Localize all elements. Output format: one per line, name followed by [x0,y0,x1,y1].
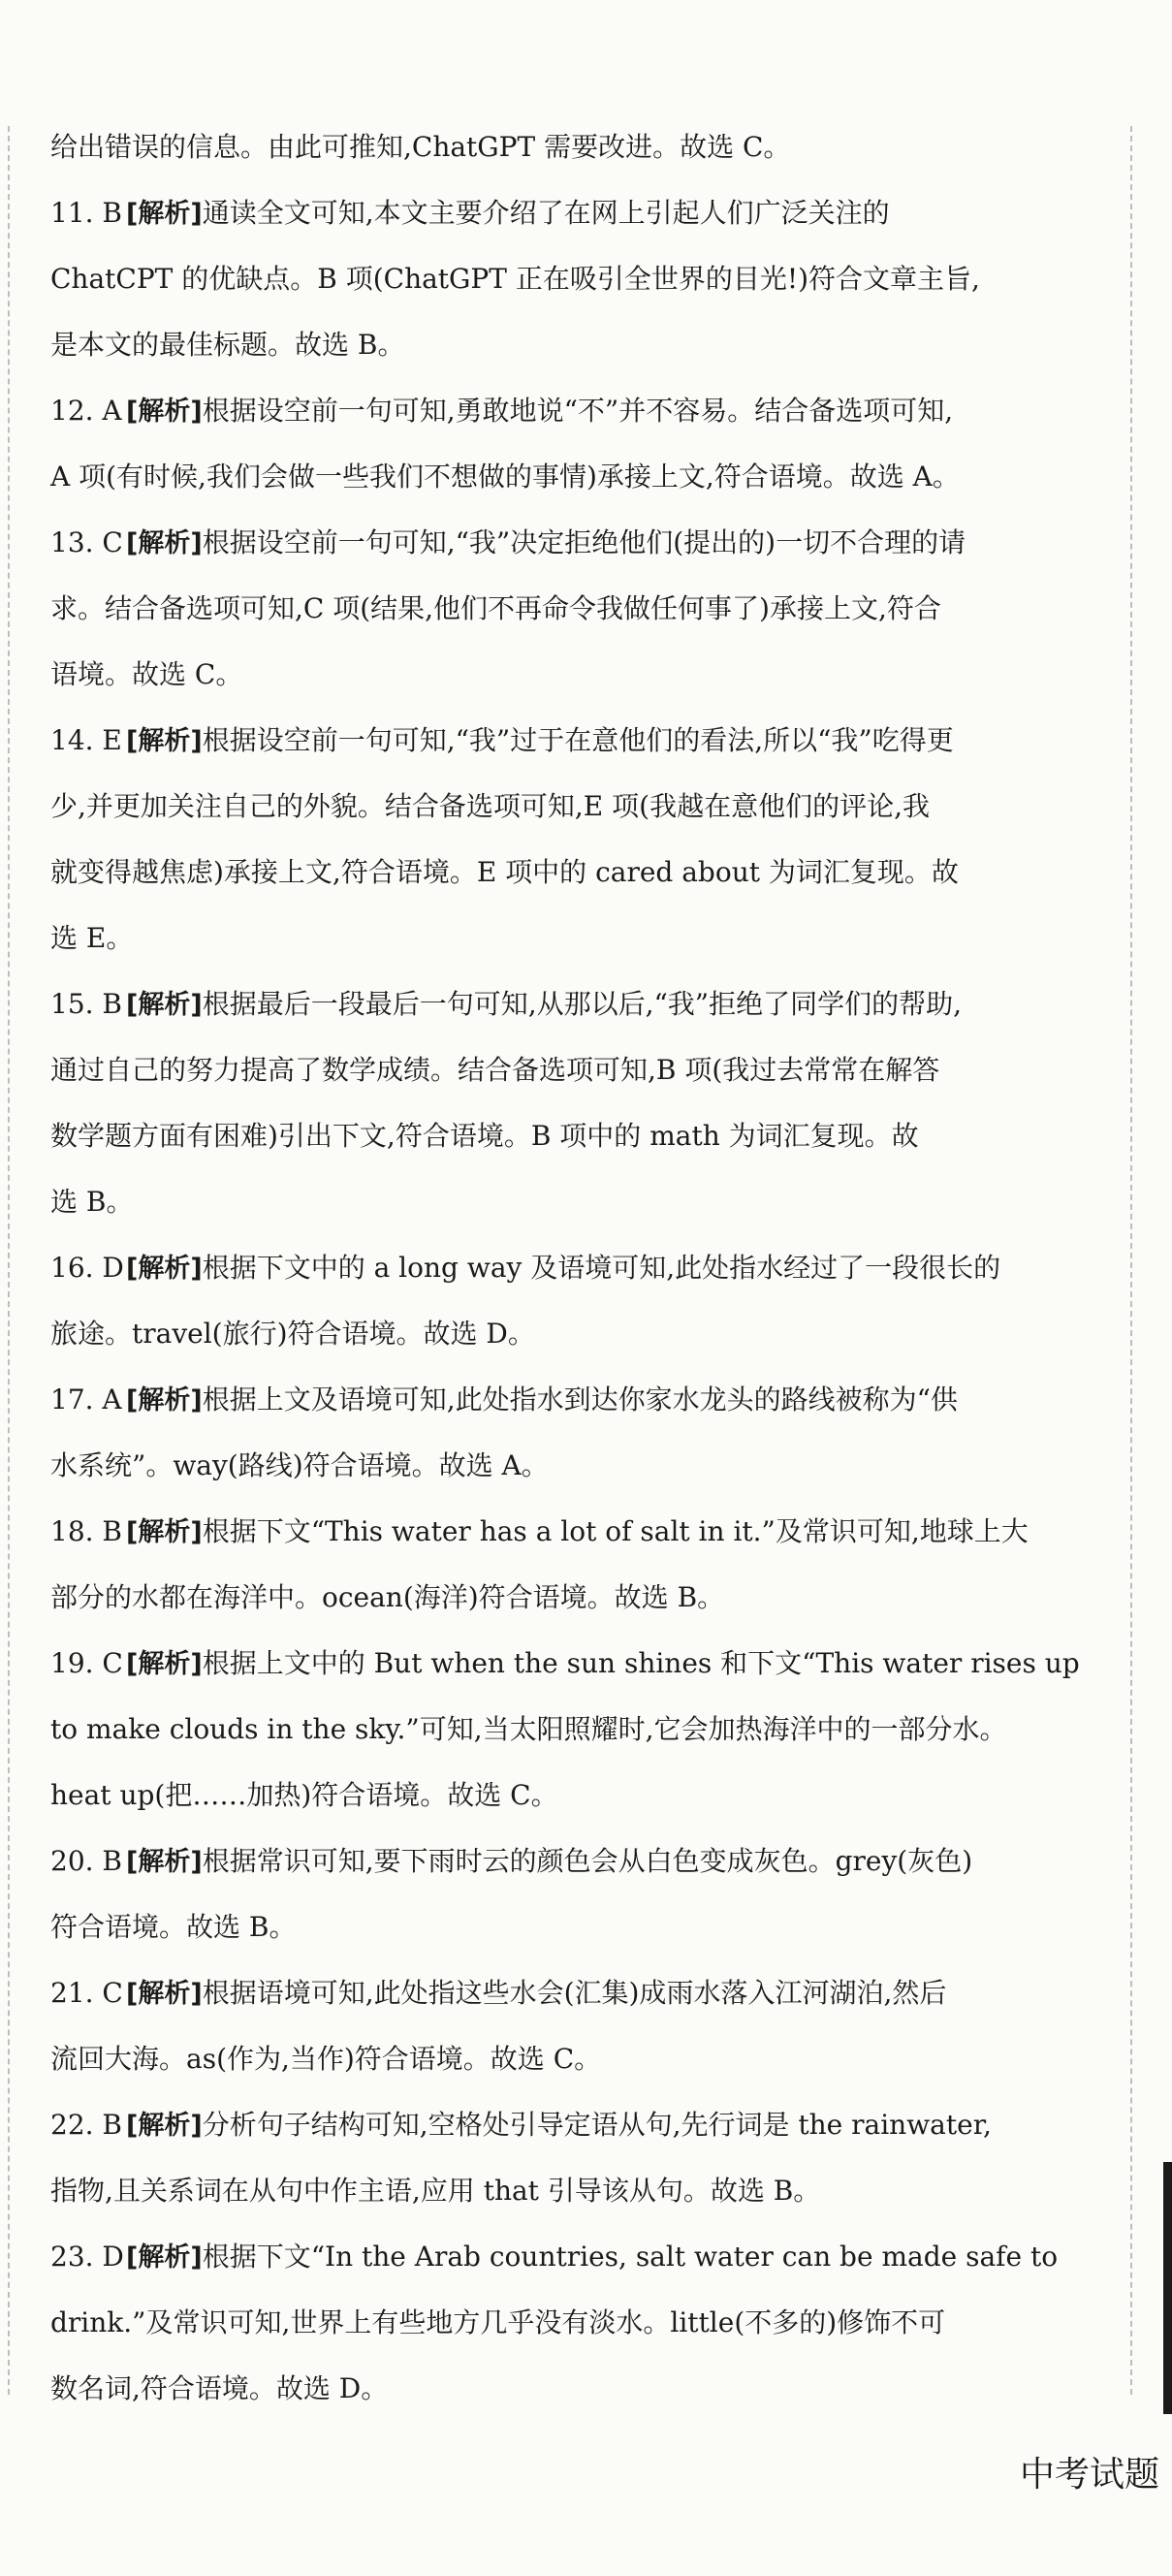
question-number: 13. C [50,526,123,558]
answer-item-first-line [50,708,1097,774]
left-margin-guide [8,126,10,2395]
explanation-text: 根据下文“In the Arab countries, salt water can be made safe to [202,2241,1059,2273]
question-number: 16. D [50,1252,124,1284]
answer-item-continuation [50,1894,1097,1960]
explanation-text: 就变得越焦虑)承接上文,符合语境。E 项中的 cared about 为词汇复现。故 [50,856,959,888]
explanation-text: 求。结合备选项可知,C 项(结果,他们不再命令我做任何事了)承接上文,符合 [50,592,941,624]
explanation-text: 少,并更加关注自己的外貌。结合备选项可知,E 项(我越在意他们的评论,我 [50,790,930,822]
explanation-text: 根据设空前一句可知,“我”过于在意他们的看法,所以“我”吃得更 [202,724,954,756]
explanation-text: 选 B。 [50,1186,134,1218]
answer-item-continuation [50,774,1097,840]
answer-explanations [50,114,1097,2422]
explanation-text: 根据上文及语境可知,此处指水到达你家水龙头的路线被称为“供 [202,1383,958,1415]
explanation-text: 根据最后一段最后一句可知,从那以后,“我”拒绝了同学们的帮助, [202,988,963,1020]
analysis-tag: [解析] [126,1254,203,1284]
question-number: 11. B [50,197,123,229]
answer-item-first-line [50,1960,1097,2026]
analysis-tag: [解析] [126,199,203,229]
question-number: 18. B [50,1515,123,1547]
answer-item-continuation [50,576,1097,642]
answer-item-continuation [50,2158,1097,2224]
explanation-text: drink.”及常识可知,世界上有些地方几乎没有淡水。little(不多的)修饰不可 [50,2306,946,2338]
explanation-text: to make clouds in the sky.”可知,当太阳照耀时,它会加热海洋中的一部分水。 [50,1713,1007,1745]
analysis-tag: [解析] [126,1649,203,1679]
answer-item-first-line [50,378,1097,444]
analysis-tag: [解析] [126,1517,203,1547]
explanation-text: 给出错误的信息。由此可推知,ChatGPT 需要改进。故选 C。 [50,131,791,163]
answer-item-continuation [50,2026,1097,2092]
analysis-tag: [解析] [126,2111,203,2141]
answer-item-continuation [50,1103,1097,1169]
explanation-text: 选 E。 [50,922,134,954]
answer-item-first-line [50,1631,1097,1697]
answer-item-first-line [50,1499,1097,1565]
answer-item-continuation [50,1301,1097,1367]
explanation-text: 根据下文“This water has a lot of salt in it.”及常识可知,地球上大 [202,1515,1029,1547]
analysis-tag: [解析] [126,2242,203,2273]
analysis-tag: [解析] [126,528,203,558]
explanation-text: 通过自己的努力提高了数学成绩。结合备选项可知,B 项(我过去常常在解答 [50,1054,940,1086]
explanation-text: heat up(把……加热)符合语境。故选 C。 [50,1779,558,1811]
analysis-tag: [解析] [126,726,203,756]
answer-item-continuation [50,114,1097,180]
explanation-text: 数名词,符合语境。故选 D。 [50,2372,389,2404]
answer-item-first-line [50,2224,1097,2290]
page-edge-mark [1163,2162,1172,2414]
right-margin-guide [1130,126,1132,2395]
question-number: 15. B [50,988,123,1020]
explanation-text: 根据下文中的 a long way 及语境可知,此处指水经过了一段很长的 [202,1252,1001,1284]
analysis-tag: [解析] [126,1847,203,1877]
answer-item-continuation [50,1697,1097,1763]
question-number: 17. A [50,1383,122,1415]
answer-item-continuation [50,246,1097,312]
explanation-text: 水系统”。way(路线)符合语境。故选 A。 [50,1449,549,1481]
explanation-text: 旅途。travel(旅行)符合语境。故选 D。 [50,1318,535,1350]
answer-item-first-line [50,1235,1097,1301]
explanation-text: A 项(有时候,我们会做一些我们不想做的事情)承接上文,符合语境。故选 A。 [50,461,960,493]
answer-item-continuation [50,2356,1097,2422]
answer-item-continuation [50,1565,1097,1631]
answer-item-continuation [50,906,1097,971]
answer-item-first-line [50,1367,1097,1433]
explanation-text: 流回大海。as(作为,当作)符合语境。故选 C。 [50,2043,602,2075]
explanation-text: 分析句子结构可知,空格处引导定语从句,先行词是 the rainwater, [202,2109,992,2141]
analysis-tag: [解析] [126,990,203,1020]
analysis-tag: [解析] [126,1385,203,1415]
answer-item-continuation [50,1169,1097,1235]
explanation-text: 符合语境。故选 B。 [50,1911,297,1943]
answer-item-continuation [50,642,1097,708]
answer-item-first-line [50,971,1097,1037]
explanation-text: 根据设空前一句可知,“我”决定拒绝他们(提出的)一切不合理的请 [202,526,966,558]
question-number: 22. B [50,2109,123,2141]
answer-item-first-line [50,510,1097,576]
explanation-text: 部分的水都在海洋中。ocean(海洋)符合语境。故选 B。 [50,1581,725,1613]
answer-item-first-line [50,1829,1097,1894]
analysis-tag: [解析] [126,397,203,427]
explanation-text: 根据设空前一句可知,勇敢地说“不”并不容易。结合备选项可知, [202,395,954,427]
explanation-text: 是本文的最佳标题。故选 B。 [50,329,405,361]
answer-item-first-line [50,2092,1097,2158]
explanation-text: 数学题方面有困难)引出下文,符合语境。B 项中的 math 为词汇复现。故 [50,1120,919,1152]
question-number: 23. D [50,2241,124,2273]
answer-item-continuation [50,444,1097,510]
explanation-text: 通读全文可知,本文主要介绍了在网上引起人们广泛关注的 [202,197,890,229]
explanation-text: 语境。故选 C。 [50,658,243,690]
question-number: 12. A [50,395,122,427]
answer-item-continuation [50,1037,1097,1103]
explanation-text: 根据常识可知,要下雨时云的颜色会从白色变成灰色。grey(灰色) [202,1845,973,1877]
question-number: 14. E [50,724,122,756]
analysis-tag: [解析] [126,1979,203,2009]
explanation-text: 指物,且关系词在从句中作主语,应用 that 引导该从句。故选 B。 [50,2175,821,2207]
question-number: 21. C [50,1977,123,2009]
answer-item-continuation [50,1763,1097,1829]
answer-item-continuation [50,2290,1097,2356]
answer-item-continuation [50,1433,1097,1499]
answer-item-first-line [50,180,1097,246]
question-number: 20. B [50,1845,123,1877]
answer-item-continuation [50,840,1097,906]
explanation-text: ChatCPT 的优缺点。B 项(ChatGPT 正在吸引全世界的目光!)符合文章主旨, [50,263,980,295]
explanation-text: 根据上文中的 But when the sun shines 和下文“This water rises up [202,1647,1080,1679]
explanation-text: 根据语境可知,此处指这些水会(汇集)成雨水落入江河湖泊,然后 [202,1977,947,2009]
footer-label: 中考试题 [1020,2455,1160,2495]
question-number: 19. C [50,1647,123,1679]
answer-item-continuation [50,312,1097,378]
